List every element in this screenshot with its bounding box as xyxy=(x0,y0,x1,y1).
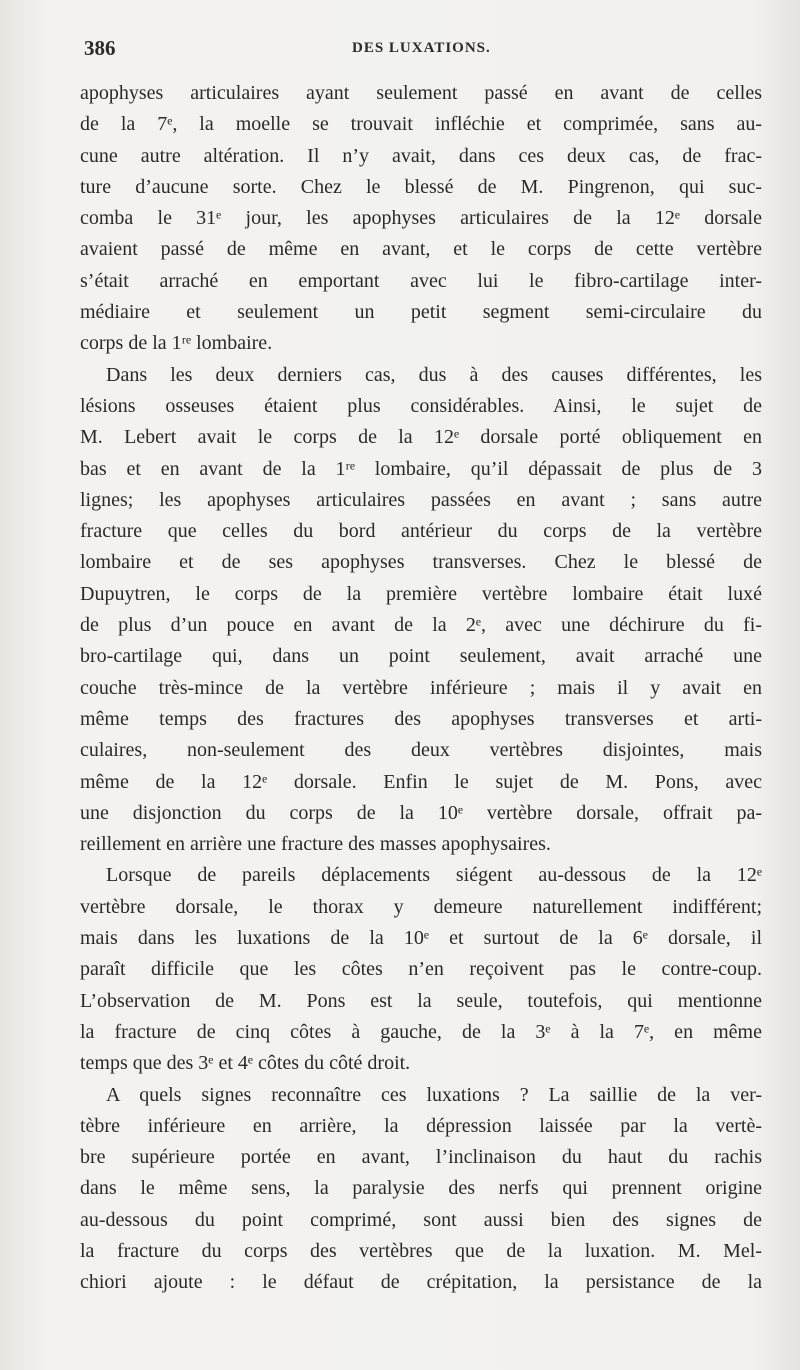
text-line: lombaire et de ses apophyses transverses. Chez le blessé de xyxy=(80,551,762,574)
text-line: même temps des fractures des apophyses transverses et arti- xyxy=(80,707,762,730)
text-line: mais dans les luxations de la 10ᵉ et surtout de la 6ᵉ dorsale, il xyxy=(80,927,762,950)
running-head: DES LUXATIONS. xyxy=(352,40,491,56)
text-line: la fracture de cinq côtes à gauche, de la 3ᵉ à la 7ᵉ, en même xyxy=(80,1020,762,1043)
text-line: L’observation de M. Pons est la seule, toutefois, qui mentionne xyxy=(80,989,762,1012)
text-line: dans le même sens, la paralysie des nerfs qui prennent origine xyxy=(80,1177,762,1200)
text-line: paraît difficile que les côtes n’en reçoivent pas le contre-coup. xyxy=(80,958,762,981)
text-line: lignes; les apophyses articulaires passées en avant ; sans autre xyxy=(80,488,762,511)
text-line: tèbre inférieure en arrière, la dépression laissée par la vertè- xyxy=(80,1114,762,1137)
text-line: M. Lebert avait le corps de la 12ᵉ dorsale porté obliquement en xyxy=(80,426,762,449)
text-line: reillement en arrière une fracture des masses apophysaires. xyxy=(80,833,551,856)
text-line: Lorsque de pareils déplacements siégent au-dessous de la 12ᵉ xyxy=(106,864,762,887)
text-line: vertèbre dorsale, le thorax y demeure naturellement indifférent; xyxy=(80,895,762,918)
text-line: culaires, non-seulement des deux vertèbres disjointes, mais xyxy=(80,739,762,762)
text-line: couche très-mince de la vertèbre inférieure ; mais il y avait en xyxy=(80,676,762,699)
text-line: fracture que celles du bord antérieur du corps de la vertèbre xyxy=(80,520,762,543)
text-line: comba le 31ᵉ jour, les apophyses articulaires de la 12ᵉ dorsale xyxy=(80,207,762,230)
text-line: avaient passé de même en avant, et le corps de cette vertèbre xyxy=(80,238,762,261)
text-line: lésions osseuses étaient plus considérables. Ainsi, le sujet de xyxy=(80,394,762,417)
text-line: médiaire et seulement un petit segment semi-circulaire du xyxy=(80,301,762,324)
text-line: de la 7ᵉ, la moelle se trouvait infléchie et comprimée, sans au- xyxy=(80,113,762,136)
text-line: bas et en avant de la 1ʳᵉ lombaire, qu’il dépassait de plus de 3 xyxy=(80,457,762,480)
text-line: cune autre altération. Il n’y avait, dans ces deux cas, de frac- xyxy=(80,144,762,167)
text-line: bro-cartilage qui, dans un point seulement, avait arraché une xyxy=(80,645,762,668)
text-line: apophyses articulaires ayant seulement passé en avant de celles xyxy=(80,82,762,104)
text-line: chiori ajoute : le défaut de crépitation, la persistance de la xyxy=(80,1271,762,1294)
page-number: 386 xyxy=(84,36,116,60)
text-line: A quels signes reconnaître ces luxations ? La saillie de la ver- xyxy=(106,1083,762,1106)
text-line: la fracture du corps des vertèbres que de la luxation. M. Mel- xyxy=(80,1239,762,1262)
text-line: de plus d’un pouce en avant de la 2ᵉ, avec une déchirure du fi- xyxy=(80,614,762,637)
text-line: une disjonction du corps de la 10ᵉ vertèbre dorsale, offrait pa- xyxy=(80,801,762,824)
text-line: bre supérieure portée en avant, l’inclinaison du haut du rachis xyxy=(80,1146,762,1169)
text-line: corps de la 1ʳᵉ lombaire. xyxy=(80,332,273,355)
body-text xyxy=(80,78,762,1299)
text-line: s’était arraché en emportant avec lui le fibro-cartilage inter- xyxy=(80,269,762,292)
text-line: Dans les deux derniers cas, dus à des causes différentes, les xyxy=(106,363,762,386)
text-line: Dupuytren, le corps de la première vertèbre lombaire était luxé xyxy=(80,582,762,605)
text-line: ture d’aucune sorte. Chez le blessé de M. Pingrenon, qui suc- xyxy=(80,175,762,198)
page-header xyxy=(84,36,764,66)
text-line: temps que des 3ᵉ et 4ᵉ côtes du côté droit. xyxy=(80,1052,411,1075)
text-line: au-dessous du point comprimé, sont aussi bien des signes de xyxy=(80,1208,762,1231)
text-line: même de la 12ᵉ dorsale. Enfin le sujet de M. Pons, avec xyxy=(80,770,762,793)
